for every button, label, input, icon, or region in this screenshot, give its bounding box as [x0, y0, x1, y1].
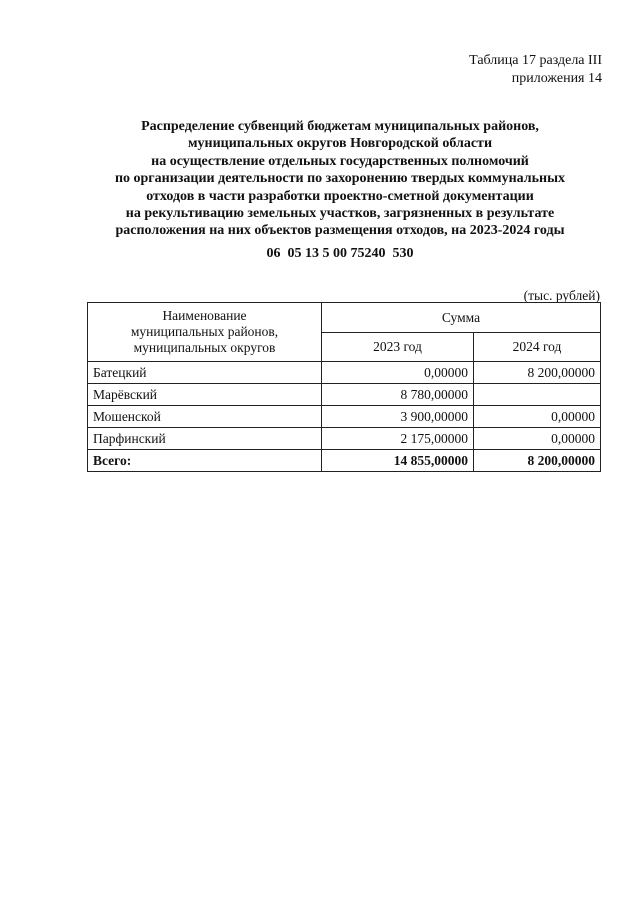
title-line: расположения на них объектов размещения отходов, на 2023-2024 годы — [115, 223, 565, 239]
table-reference — [469, 52, 602, 88]
amount-2023: 0,00000 — [322, 362, 474, 384]
units-label: (тыс. рублей) — [523, 288, 600, 303]
subsidy-table — [87, 302, 601, 472]
title-line: Распределение субвенций бюджетам муниципальных районов, — [141, 119, 539, 134]
total-row — [88, 450, 601, 472]
amount-2023: 8 780,00000 — [322, 384, 474, 406]
budget-classification-code: 06 05 13 5 00 75240 530 — [266, 246, 414, 261]
municipality-name: Батецкий — [88, 362, 322, 384]
title-line: по организации деятельности по захоронению твердых коммунальных — [114, 171, 566, 187]
header-year-2024: 2024 год — [474, 333, 601, 362]
total-2023: 14 855,00000 — [322, 450, 474, 472]
municipality-name: Парфинский — [88, 428, 322, 450]
reference-line-2: приложения 14 — [511, 71, 602, 86]
amount-2024: 8 200,00000 — [474, 362, 601, 384]
header-municipality: Наименование муниципальных районов, муниципальных округов — [88, 303, 322, 362]
document-title — [60, 118, 620, 240]
total-label: Всего: — [88, 450, 322, 472]
table-row — [88, 428, 601, 450]
reference-line-1: Таблица 17 раздела III — [469, 53, 602, 68]
header-year-2023: 2023 год — [322, 333, 474, 362]
amount-2023: 3 900,00000 — [322, 406, 474, 428]
table-row — [88, 384, 601, 406]
amount-2024: 0,00000 — [474, 406, 601, 428]
title-line: на осуществление отдельных государственных полномочий — [151, 153, 529, 169]
municipality-name: Марёвский — [88, 384, 322, 406]
total-2024: 8 200,00000 — [474, 450, 601, 472]
amount-2024: 0,00000 — [474, 428, 601, 450]
table-row — [88, 406, 601, 428]
amount-2023: 2 175,00000 — [322, 428, 474, 450]
table-row — [88, 362, 601, 384]
amount-2024 — [474, 384, 601, 406]
title-line: отходов в части разработки проектно-сметной документации — [146, 188, 534, 204]
header-sum: Сумма — [322, 303, 601, 333]
municipality-name: Мошенской — [88, 406, 322, 428]
title-line: на рекультивацию земельных участков, загрязненных в результате — [125, 206, 555, 222]
title-line: муниципальных округов Новгородской области — [187, 136, 493, 152]
